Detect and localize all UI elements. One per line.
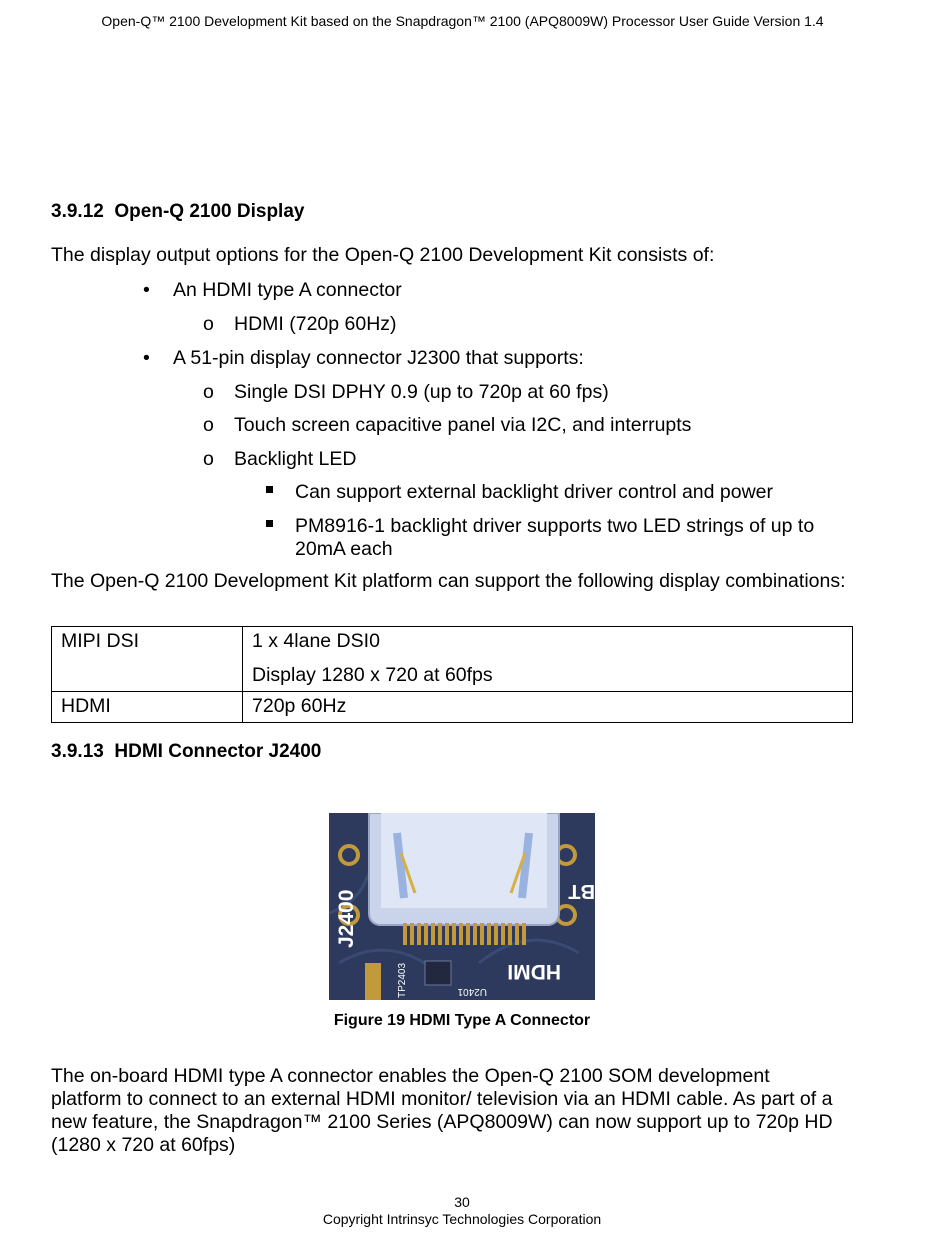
section-title: Open-Q 2100 Display: [114, 201, 305, 222]
display-combinations-text: The Open-Q 2100 Development Kit platform can support the following display combinations:: [51, 570, 846, 592]
section-title: HDMI Connector J2400: [114, 741, 322, 762]
pcb-label-hdmi: HDMI: [507, 960, 561, 983]
display-intro: The display output options for the Open-Q 2100 Development Kit consists of:: [51, 244, 715, 266]
section-heading-display: [51, 201, 304, 223]
pcb-label-bt: BT: [568, 880, 595, 902]
hdmi-paragraph: The on-board HDMI type A connector enables the Open-Q 2100 SOM development platform to connect to an external HDMI monitor/ television via an HDMI cable. As part of a new feature, the Snapdragon™ 2100 Series (APQ8009W) can now support up to 720p HD (1280 x 720 at 60fps): [51, 1065, 833, 1156]
pcb-label-u: U2401: [457, 986, 487, 997]
table-cell: 720p 60Hz: [243, 692, 853, 723]
pcb-label-ref: J2400: [335, 889, 358, 948]
section-heading-hdmi: [51, 741, 321, 763]
pcb-label-tp: TP2403: [397, 962, 408, 998]
page-header: Open-Q™ 2100 Development Kit based on the Snapdragon™ 2100 (APQ8009W) Processor User Guide Version 1.4: [101, 13, 824, 29]
copyright: Copyright Intrinsyc Technologies Corporation: [322, 1211, 602, 1227]
table-cell: HDMI: [52, 692, 243, 723]
section-number: 3.9.13: [51, 741, 104, 762]
list-item: Can support external backlight driver control and power: [295, 481, 773, 504]
table-row: [52, 627, 853, 692]
list-item: PM8916-1 backlight driver supports two LED strings of up to 20mA each: [295, 515, 814, 561]
table-row: [52, 692, 853, 723]
list-item: o HDMI (720p 60Hz): [203, 313, 397, 335]
list-item: o Single DSI DPHY 0.9 (up to 720p at 60 fps): [203, 381, 609, 403]
list-item: o Touch screen capacitive panel via I2C, and interrupts: [203, 414, 692, 436]
section-number: 3.9.12: [51, 201, 104, 222]
display-combinations-table: [51, 626, 853, 723]
page-number: 30: [454, 1194, 470, 1210]
list-item: • A 51-pin display connector J2300 that supports:: [143, 347, 584, 369]
table-cell: 1 x 4lane DSI0 Display 1280 x 720 at 60fps: [243, 627, 853, 692]
hdmi-connector-figure: [329, 813, 595, 1000]
figure-caption: Figure 19 HDMI Type A Connector: [333, 1012, 591, 1029]
table-cell: MIPI DSI: [52, 627, 243, 692]
list-item: o Backlight LED: [203, 448, 357, 470]
list-item: • An HDMI type A connector: [143, 279, 402, 301]
